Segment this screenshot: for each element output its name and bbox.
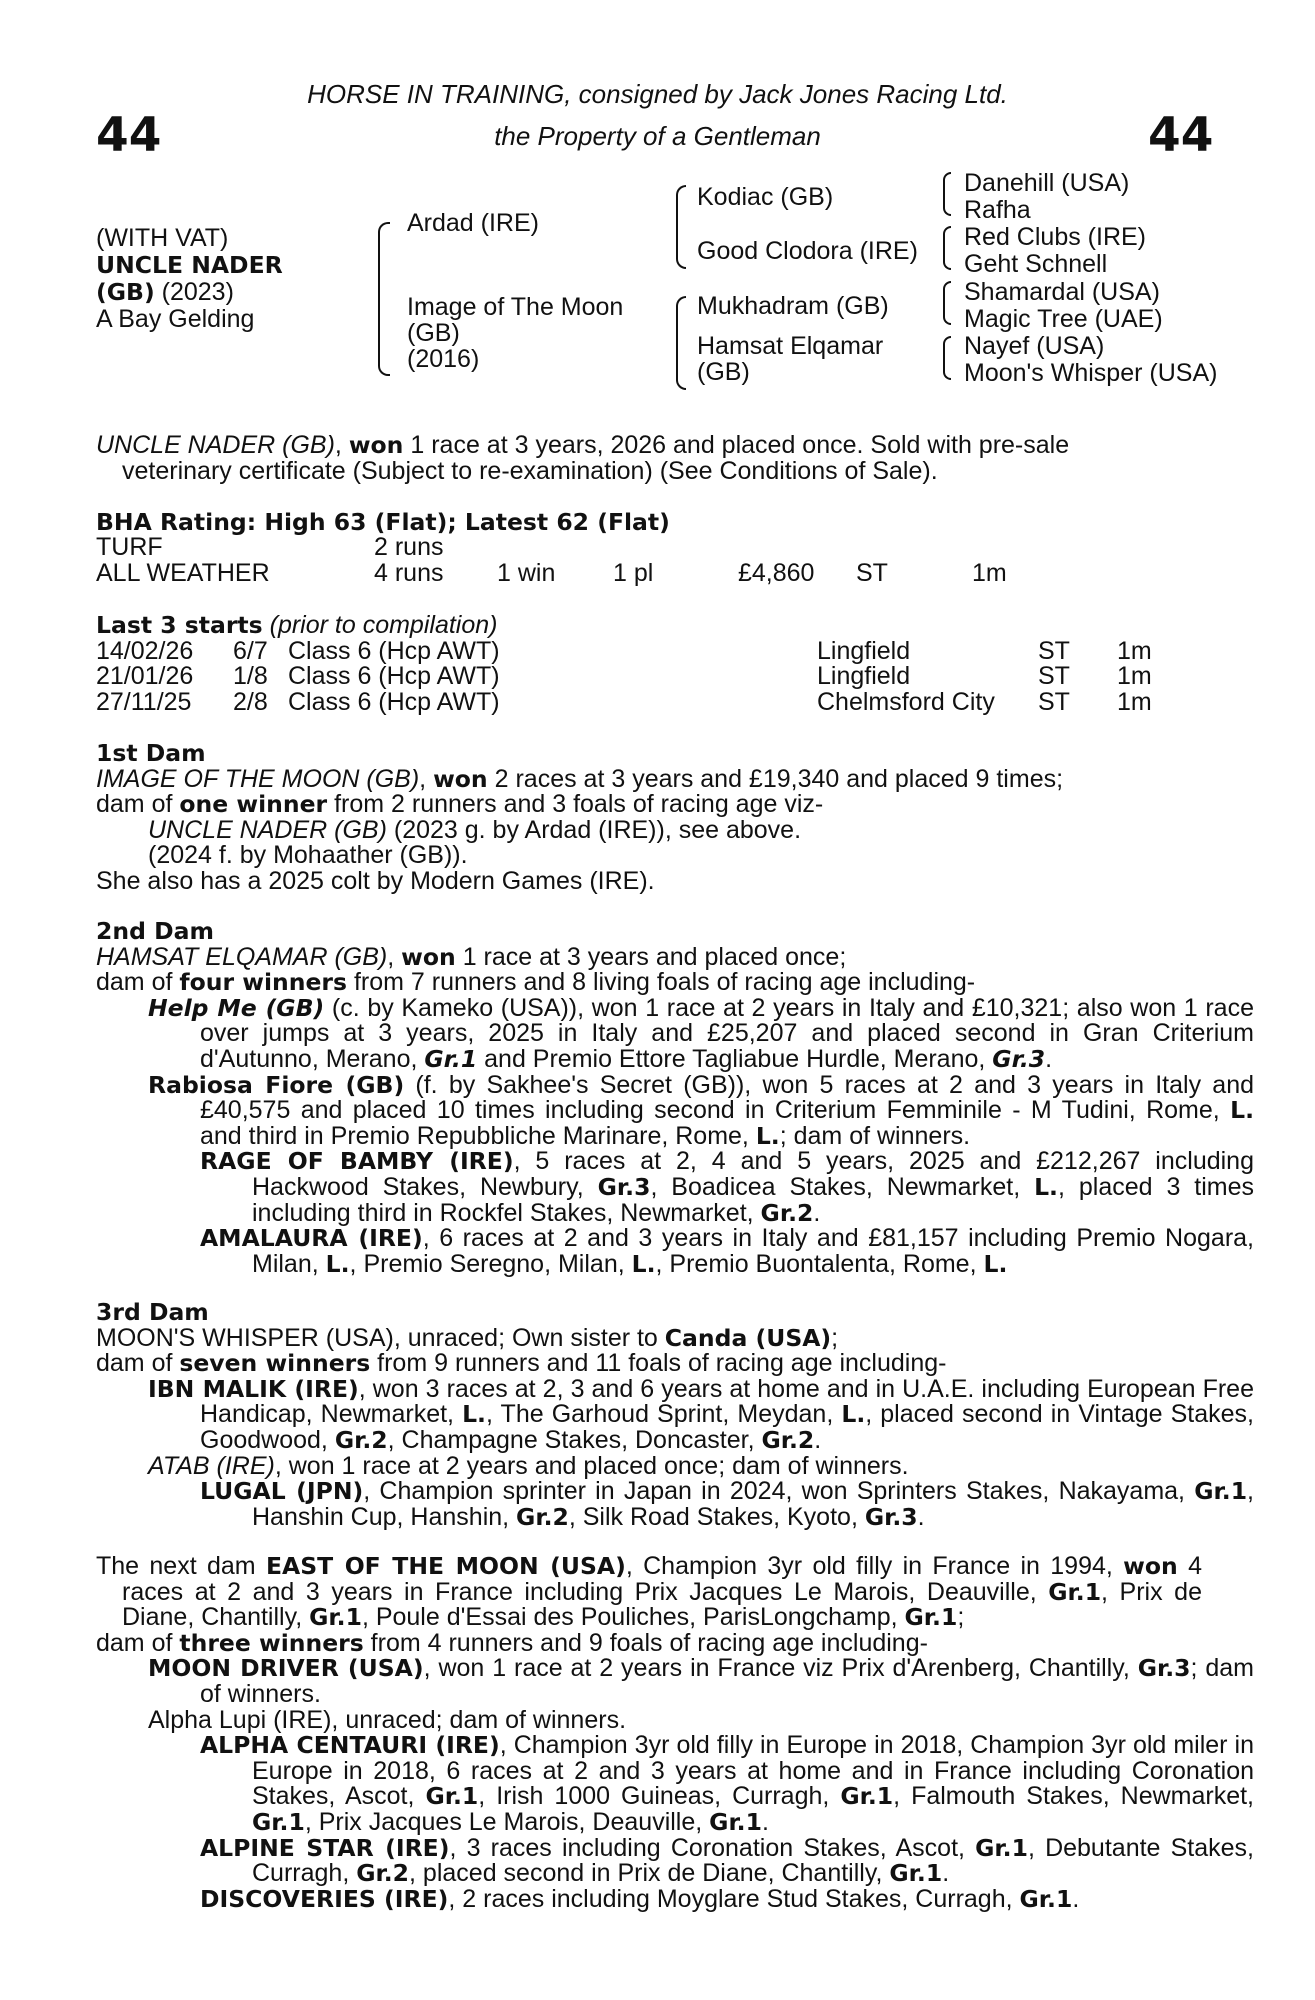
pedigree-brace-sire [676, 185, 686, 269]
start-3-position: 2/8 [233, 688, 268, 716]
produce-help-me: Help Me (GB) (c. by Kameko (USA)), won 1 race at 2 years in Italy and £10,321; also won 1 race over jumps at 3 years, 2025 in Italy and £25,207 and placed second in Gran Criterium d'Autunno, Merano, Gr.1 and Premio Ettore Tagliabue Hurdle, Merano, Gr.3. [148, 993, 1254, 1073]
start-2-date: 21/01/26 [96, 662, 194, 690]
second-dam-section: 2nd Dam HAMSAT ELQAMAR (GB), won 1 race at 3 years and placed once; dam of four winners from 7 runners and 8 living foals of racing age including- Help Me (GB) (c. by Kameko (USA)), won 1 race at 2 years in Italy and £10,321; also won 1 race over jumps at 3 years, 2025 in Italy and £25,207 and placed second in Gran Criterium d'Autunno, Merano, Gr.1 and Premio Ettore Tagliabue Hurdle, Merano, Gr.3. Rabiosa Fiore (GB) (f. by Sakhee's Secret (GB)), won 5 races at 2 and 3 years in Italy and £40,575 and placed 10 times including second in Criterium Femminile - M Tudini, Rome, L. and third in Premio Repubbliche Marinare, Rome, L.; dam of winners. RAGE OF BAMBY (IRE), 5 races at 2, 4 and 5 years, 2025 and £212,267 including Hackwood Stakes, Newbury, Gr.3, Boadicea Stakes, Newmarket, L., placed 3 times including third in Rockfel Stakes, Newmarket, Gr.2. AMALAURA (IRE), 6 races at 2 and 3 years in Italy and £81,157 including Premio Nogara, Milan, L., Premio Seregno, Milan, L., Premio Buontalenta, Rome, L. [96, 917, 1255, 1278]
start-2-going: ST [1038, 662, 1070, 690]
produce-discoveries: DISCOVERIES (IRE), 2 races including Moyglare Stud Stakes, Curragh, Gr.1. [200, 1884, 1080, 1913]
lot-number-left: 44 [96, 108, 162, 163]
pedigree-brace-gg3 [943, 281, 951, 325]
bha-rating-title: BHA Rating: High 63 (Flat); Latest 62 (Flat) [96, 508, 670, 536]
rating-aw-going: ST [856, 559, 888, 587]
horse-identity [96, 225, 283, 333]
produce-alpha-lupi: Alpha Lupi (IRE), unraced; dam of winners. [148, 1705, 627, 1734]
last-starts-title: Last 3 starts (prior to compilation) [96, 611, 498, 639]
rating-aw-placed: 1 pl [613, 559, 654, 587]
dam-dam: Hamsat Elqamar (GB) [697, 332, 884, 386]
pedigree-brace-gg4 [943, 336, 951, 380]
start-2-course: Lingfield [817, 662, 911, 690]
gg-3: Red Clubs (IRE) [964, 223, 1146, 251]
start-1-race: Class 6 (Hcp AWT) [288, 637, 500, 665]
start-3-going: ST [1038, 688, 1070, 716]
lot-number-right: 44 [1148, 108, 1214, 163]
start-3-race: Class 6 (Hcp AWT) [288, 688, 500, 716]
sire: Ardad (IRE) [407, 209, 539, 237]
start-2-race: Class 6 (Hcp AWT) [288, 662, 500, 690]
header-property: the Property of a Gentleman [494, 121, 821, 151]
horse-country: (GB) [96, 278, 155, 306]
horse-description: A Bay Gelding [96, 305, 255, 333]
next-dam-intro: The next dam EAST OF THE MOON (USA), Champion 3yr old filly in France in 1994, won 4 races at 2 and 3 years in France including Prix Jacques Le Marois, Deauville, Gr.1, Prix de Diane, Chantilly, Gr.1, Poule d'Essai des Pouliches, ParisLongchamp, Gr.1; [96, 1552, 1202, 1632]
gg-7: Nayef (USA) [964, 332, 1105, 360]
produce-moon-driver: MOON DRIVER (USA), won 1 race at 2 years in France viz Prix d'Arenberg, Chantilly, Gr.3; dam of winners. [148, 1654, 1254, 1708]
first-dam-title: 1st Dam [96, 739, 206, 767]
rating-aw-runs: 4 runs [374, 559, 444, 587]
start-3-date: 27/11/25 [96, 688, 192, 716]
sire-dam: Good Clodora (IRE) [697, 237, 918, 265]
horse-name: UNCLE NADER [96, 251, 283, 279]
first-dam-produce-1: UNCLE NADER (GB) [148, 815, 387, 844]
start-3-distance: 1m [1117, 688, 1152, 716]
rating-turf-surface: TURF [96, 533, 163, 561]
start-1-course: Lingfield [817, 637, 911, 665]
start-1-going: ST [1038, 637, 1070, 665]
third-dam-section: 3rd Dam MOON'S WHISPER (USA), unraced; Own sister to Canda (USA); dam of seven winners from 9 runners and 11 foals of racing age including- IBN MALIK (IRE), won 3 races at 2, 3 and 6 years at home and in U.A.E. including European Free Handicap, Newmarket, L., The Garhoud Sprint, Meydan, L., placed second in Vintage Stakes, Goodwood, Gr.2, Champagne Stakes, Doncaster, Gr.2. ATAB (IRE), won 1 race at 2 years and placed once; dam of winners. LUGAL (JPN), Champion sprinter in Japan in 2024, won Sprinters Stakes, Nakayama, Gr.1, Hanshin Cup, Hanshin, Gr.2, Silk Road Stakes, Kyoto, Gr.3. [96, 1298, 1254, 1531]
produce-ibn-malik: IBN MALIK (IRE), won 3 races at 2, 3 and 6 years at home and in U.A.E. including European Free Handicap, Newmarket, L., The Garhoud Sprint, Meydan, L., placed second in Vintage Stakes, Goodwood, Gr.2, Champagne Stakes, Doncaster, Gr.2. [148, 1374, 1254, 1454]
first-dam-also: She also has a 2025 colt by Modern Games (IRE). [96, 866, 655, 895]
header-consignor: HORSE IN TRAINING, consigned by Jack Jones Racing Ltd. [307, 79, 1008, 109]
produce-alpha-centauri: ALPHA CENTAURI (IRE), Champion 3yr old filly in Europe in 2018, Champion 3yr old miler in Europe in 2018, 6 races at 2 and 3 years at home and in France including Coronation Stakes, Ascot, Gr.1, Irish 1000 Guineas, Curragh, Gr.1, Falmouth Stakes, Newmarket, Gr.1, Prix Jacques Le Marois, Deauville, Gr.1. [200, 1731, 1254, 1836]
gg-5: Shamardal (USA) [964, 278, 1160, 306]
start-2-position: 1/8 [233, 662, 268, 690]
second-dam-title: 2nd Dam [96, 917, 214, 945]
first-dam-section: 1st Dam IMAGE OF THE MOON (GB), won 2 races at 3 years and £19,340 and placed 9 times; dam of one winner from 2 runners and 3 foals of racing age viz- UNCLE NADER (GB) (2023 g. by Ardad (IRE)), see above. (2024 f. by Mohaather (GB)). She also has a 2025 colt by Modern Games (IRE). [96, 741, 1202, 895]
start-1-distance: 1m [1117, 637, 1152, 665]
produce-atab: ATAB (IRE), won 1 race at 2 years and placed once; dam of winners. [148, 1451, 909, 1480]
first-dam-name: IMAGE OF THE MOON (GB) [96, 764, 420, 793]
second-dam-name: HAMSAT ELQAMAR (GB) [96, 942, 388, 971]
produce-rage-of-bamby: RAGE OF BAMBY (IRE), 5 races at 2, 4 and 5 years, 2025 and £212,267 including Hackwood Stakes, Newbury, Gr.3, Boadicea Stakes, Newmarket, L., placed 3 times including third in Rockfel Stakes, Newmarket, Gr.2. [200, 1147, 1255, 1227]
gg-6: Magic Tree (UAE) [964, 305, 1163, 333]
dam-sire: Mukhadram (GB) [697, 292, 889, 320]
horse-year: (2023) [161, 278, 234, 306]
rating-aw-surface: ALL WEATHER [96, 559, 270, 587]
dam: Image of The Moon (GB) (2016) [407, 293, 624, 373]
start-1-date: 14/02/26 [96, 637, 194, 665]
produce-amalaura: AMALAURA (IRE), 6 races at 2 and 3 years in Italy and £81,157 including Premio Nogara, Milan, L., Premio Seregno, Milan, L., Premio Buontalenta, Rome, L. [200, 1224, 1254, 1278]
rating-turf-runs: 2 runs [374, 533, 444, 561]
sire-sire: Kodiac (GB) [697, 183, 834, 211]
pedigree-brace-dam [676, 296, 686, 390]
produce-alpine-star: ALPINE STAR (IRE), 3 races including Coronation Stakes, Ascot, Gr.1, Debutante Stakes, Curragh, Gr.2, placed second in Prix de Diane, Chantilly, Gr.1. [200, 1833, 1254, 1888]
next-dam-section: The next dam EAST OF THE MOON (USA), Champion 3yr old filly in France in 1994, won 4 races at 2 and 3 years in France including Prix Jacques Le Marois, Deauville, Gr.1, Prix de Diane, Chantilly, Gr.1, Poule d'Essai des Pouliches, ParisLongchamp, Gr.1; dam of three winners from 4 runners and 9 foals of racing age including- MOON DRIVER (USA), won 1 race at 2 years in France viz Prix d'Arenberg, Chantilly, Gr.3; dam of winners. Alpha Lupi (IRE), unraced; dam of winners. ALPHA CENTAURI (IRE), Champion 3yr old filly in Europe in 2018, Champion 3yr old miler in Europe in 2018, 6 races at 2 and 3 years at home and in France including Coronation Stakes, Ascot, Gr.1, Irish 1000 Guineas, Curragh, Gr.1, Falmouth Stakes, Newmarket, Gr.1, Prix Jacques Le Marois, Deauville, Gr.1. ALPINE STAR (IRE), 3 races including Coronation Stakes, Ascot, Gr.1, Debutante Stakes, Curragh, Gr.2, placed second in Prix de Diane, Chantilly, Gr.1. DISCOVERIES (IRE), 2 races including Moyglare Stud Stakes, Curragh, Gr.1. [96, 1552, 1254, 1913]
pedigree-brace-main [378, 222, 390, 376]
gg-8: Moon's Whisper (USA) [964, 359, 1218, 387]
summary-horse-name: UNCLE NADER (GB) [96, 431, 335, 459]
start-3-course: Chelmsford City [817, 688, 995, 716]
gg-4: Geht Schnell [964, 250, 1108, 278]
rating-aw-prize: £4,860 [738, 559, 815, 587]
pedigree-brace-gg2 [943, 226, 951, 270]
start-1-position: 6/7 [233, 637, 268, 665]
race-summary: UNCLE NADER (GB), won 1 race at 3 years, 2026 and placed once. Sold with pre-sale veterinary certificate (Subject to re-examination) (See Conditions of Sale). [96, 431, 1070, 485]
start-2-distance: 1m [1117, 662, 1152, 690]
first-dam-produce-2: (2024 f. by Mohaather (GB)). [148, 841, 468, 870]
pedigree-brace-gg1 [943, 172, 951, 216]
gg-2: Rafha [964, 196, 1031, 224]
produce-rabiosa-fiore: Rabiosa Fiore (GB) (f. by Sakhee's Secret (GB)), won 5 races at 2 and 3 years in Italy and £40,575 and placed 10 times including second in Criterium Femminile - M Tudini, Rome, L. and third in Premio Repubbliche Marinare, Rome, L.; dam of winners. [148, 1070, 1254, 1150]
produce-lugal: LUGAL (JPN), Champion sprinter in Japan in 2024, won Sprinters Stakes, Nakayama, Gr.1, Hanshin Cup, Hanshin, Gr.2, Silk Road Stakes, Kyoto, Gr.3. [200, 1477, 1254, 1531]
rating-aw-wins: 1 win [497, 559, 556, 587]
rating-aw-distance: 1m [972, 559, 1007, 587]
gg-1: Danehill (USA) [964, 169, 1130, 197]
vat-note: (WITH VAT) [96, 224, 229, 252]
third-dam-title: 3rd Dam [96, 1298, 209, 1326]
